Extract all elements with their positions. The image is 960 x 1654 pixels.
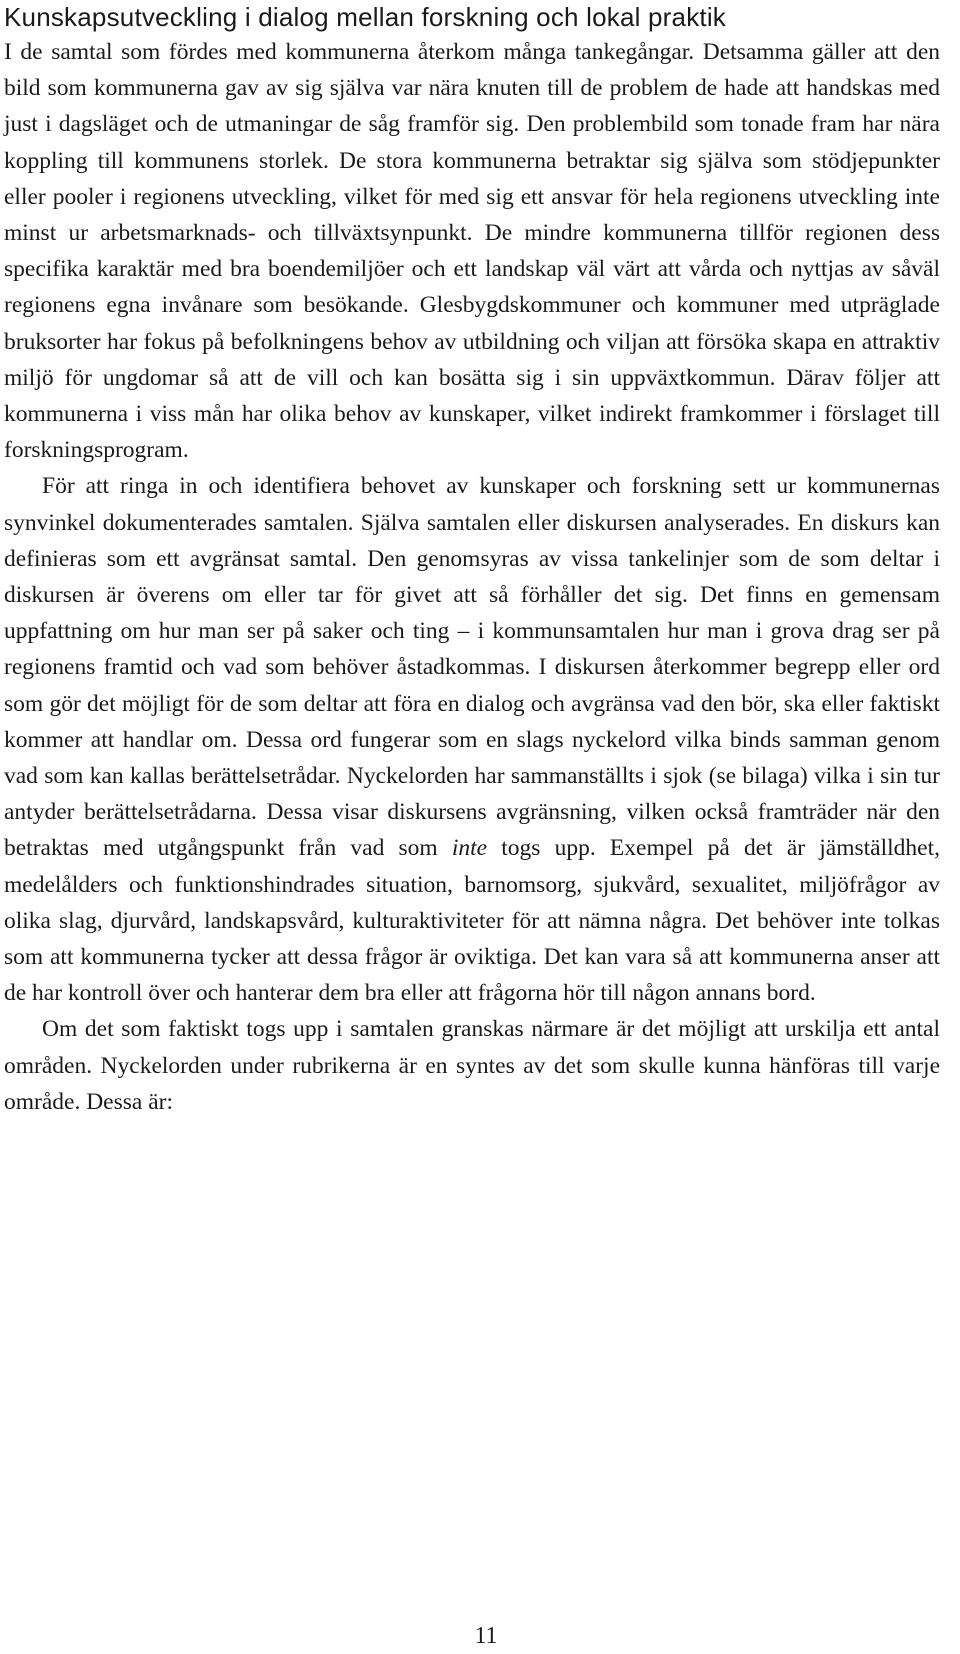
italic-word: inte <box>451 835 488 862</box>
paragraph-discourse <box>4 468 940 1011</box>
page-number: 11 <box>474 1623 498 1649</box>
paragraph-intro: I de samtal som fördes med kommunerna återkom många tankegångar. Detsamma gäller att den bild som kommunerna gav av sig själva var nära knuten till de problem de hade att handskas med just i dagsläget och de utmaningar de såg framför sig. Den problembild som tonade fram har nära koppling till kommunens storlek. De stora kommunerna betraktar sig själva som stödjepunkter eller pooler i regionens utveckling, vilket för med sig ett ansvar för hela regionens utveckling inte minst ur arbetsmarknads- och tillväxtsynpunkt. De mindre kommunerna tillför regionen dess specifika karaktär med bra boendemiljöer och ett landskap väl värt att vårda och nyttjas av såväl regionens egna invånare som besökande. Glesbygdskommuner och kommuner med utpräglade bruksorter har fokus på befolkningens behov av utbildning och viljan att försöka skapa en attraktiv miljö för ungdomar så att de vill och kan bosätta sig i sin uppväxtkommun. Därav följer att kommunerna i viss mån har olika behov av kunskaper, vilket indirekt framkommer i förslaget till forskningsprogram. <box>4 39 940 464</box>
paragraph-discourse-text-start: För att ringa in och identifiera behovet av kunskaper och forskning sett ur kommunernas synvinkel dokumenterades samtalen. Själva samtalen eller diskursen analyserades. En diskurs kan definieras som ett avgränsat samtal. Den genomsyras av vissa tankelinjer som de som deltar i diskursen är överens om eller tar för givet att så förhåller det sig. Det finns en gemensam uppfattning om hur man ser på saker och ting – i kommunsamtalen hur man i grova drag ser på regionens framtid och vad som behöver åstadkommas. I diskursen återkommer begrepp eller ord som gör det möjligt för de som deltar att föra en dialog och avgränsa vad den bör, ska eller faktiskt kommer att handlar om. Dessa ord fungerar som en slags nyckelord vilka binds samman genom vad som kan kallas berättelsetrådar. Nyckelorden har sammanställts i sjok (se bilaga) vilka i sin tur antyder berättelsetrådarna. Dessa visar diskursens avgränsning, vilken också framträder när den betraktas med utgångspunkt från vad som <box>4 473 940 862</box>
document-page <box>4 0 940 1120</box>
paragraph-discourse-text-end: togs upp. Exempel på det är jämställdhet, medelålders och funktionshindrades situation, barnomsorg, sjukvård, sexualitet, miljöfrågor av olika slag, djurvård, landskapsvård, kulturaktiviteter för att nämna några. Det behöver inte tolkas som att kommunerna tycker att dessa frågor är oviktiga. Det kan vara så att kommunerna anser att de har kontroll över och hanterar dem bra eller att frågorna hör till någon annans bord. <box>4 835 940 1007</box>
paragraph-areas: Om det som faktiskt togs upp i samtalen granskas närmare är det möjligt att urskilja ett antal områden. Nyckelorden under rubrikerna är en syntes av det som skulle kunna hänföras till varje område. Dessa är: <box>4 1016 940 1115</box>
section-heading: Kunskapsutveckling i dialog mellan forskning och lokal praktik <box>4 2 726 32</box>
